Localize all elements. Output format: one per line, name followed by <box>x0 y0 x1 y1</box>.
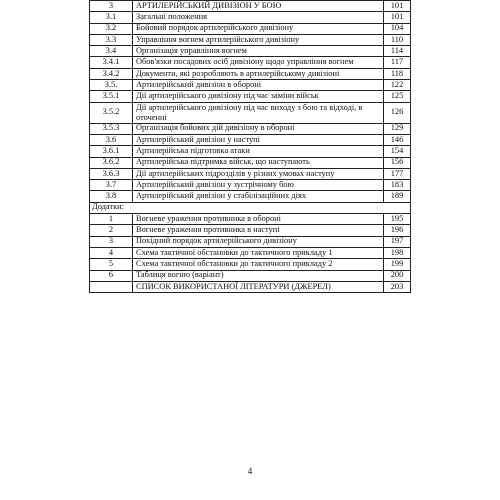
toc-page-number: 199 <box>384 259 411 270</box>
toc-page-number: 126 <box>384 102 411 123</box>
toc-section-title: Документи, які розробляють в артилерійському дивізіоні <box>133 68 384 79</box>
toc-page-number: 110 <box>384 34 411 45</box>
toc-section-title: Загальні положення <box>133 12 384 23</box>
toc-section-number: 1 <box>90 214 133 225</box>
toc-page-number: 122 <box>384 80 411 91</box>
toc-section-number: 3 <box>90 236 133 247</box>
toc-page-number: 195 <box>384 214 411 225</box>
toc-row <box>90 1 411 12</box>
toc-row <box>90 247 411 258</box>
toc-section-title: Артилерійський дивізіон у зустрічному бою <box>133 180 384 191</box>
toc-page-number: 196 <box>384 225 411 236</box>
toc-row <box>90 259 411 270</box>
toc-section-title: АРТИЛЕРІЙСЬКИЙ ДИВІЗІОН У БОЮ <box>133 1 384 12</box>
toc-row <box>90 191 411 202</box>
toc-page-number: 129 <box>384 123 411 134</box>
toc-section-title: Дії артилерійських підрозділів у різних умовах наступу <box>133 168 384 179</box>
toc-row <box>90 214 411 225</box>
toc-section-number: 3.5.2 <box>90 102 133 123</box>
toc-row <box>90 123 411 134</box>
toc-section-title: Схема тактичної обстановки до тактичного прикладу 1 <box>133 247 384 258</box>
toc-row <box>90 225 411 236</box>
appendix-heading-row <box>90 202 411 213</box>
toc-section-title: Похідний порядок артилерійського дивізіону <box>133 236 384 247</box>
toc-page-number: 154 <box>384 146 411 157</box>
toc-row <box>90 134 411 145</box>
toc-page-number: 156 <box>384 157 411 168</box>
toc-page-number: 117 <box>384 57 411 68</box>
toc-page-number: 200 <box>384 270 411 281</box>
toc-row <box>90 80 411 91</box>
toc-row <box>90 91 411 102</box>
toc-section-title: Управління вогнем артилерійського дивізіону <box>133 34 384 45</box>
toc-body <box>90 1 411 293</box>
toc-page-number: 146 <box>384 134 411 145</box>
toc-row <box>90 180 411 191</box>
toc-section-title: Артилерійський дивізіон в обороні <box>133 80 384 91</box>
toc-page-number: 183 <box>384 180 411 191</box>
toc-section-title: СПИСОК ВИКОРИСТАНОЇ ЛІТЕРАТУРИ (ДЖЕРЕЛ) <box>133 281 384 292</box>
toc-page-number: 125 <box>384 91 411 102</box>
toc-section-number: 3.4 <box>90 46 133 57</box>
toc-page-number: 197 <box>384 236 411 247</box>
toc-section-number: 3.5. <box>90 80 133 91</box>
toc-row <box>90 270 411 281</box>
toc-row <box>90 46 411 57</box>
toc-section-number: 3.2 <box>90 23 133 34</box>
toc-page-number: 189 <box>384 191 411 202</box>
toc-section-title: Артилерійський дивізіон у стабілізаційних діях <box>133 191 384 202</box>
toc-row <box>90 34 411 45</box>
toc-section-number: 3.6 <box>90 134 133 145</box>
toc-row <box>90 12 411 23</box>
toc-section-title: Дії артилерійського дивізіону під час заміни військ <box>133 91 384 102</box>
toc-page-number: 198 <box>384 247 411 258</box>
toc-section-title: Артилерійська підготовка атаки <box>133 146 384 157</box>
toc-section-number: 3.3 <box>90 34 133 45</box>
toc-section-title: Обов'язки посадових осіб дивізіону щодо управління вогнем <box>133 57 384 68</box>
toc-page-number: 177 <box>384 168 411 179</box>
toc-section-number: 5 <box>90 259 133 270</box>
toc-section-number: 3.6.3 <box>90 168 133 179</box>
toc-section-title: Бойовий порядок артилерійського дивізіону <box>133 23 384 34</box>
toc-section-title: Вогневе ураження противника в обороні <box>133 214 384 225</box>
toc-row <box>90 102 411 123</box>
toc-section-number: 4 <box>90 247 133 258</box>
toc-page-number: 118 <box>384 68 411 79</box>
toc-section-number: 3.5.3 <box>90 123 133 134</box>
toc-section-number: 3.4.2 <box>90 68 133 79</box>
toc-row <box>90 57 411 68</box>
toc-section-number: 3.4.1 <box>90 57 133 68</box>
page-number: 4 <box>247 466 253 476</box>
toc-row <box>90 23 411 34</box>
toc-row <box>90 157 411 168</box>
toc-page-number: 104 <box>384 23 411 34</box>
toc-row <box>90 68 411 79</box>
toc-section-number: 2 <box>90 225 133 236</box>
toc-section-title: Таблиця вогню (варіант) <box>133 270 384 281</box>
toc-section-number: 3.6.1 <box>90 146 133 157</box>
toc-section-number: 3.6.2 <box>90 157 133 168</box>
table-of-contents <box>89 0 411 293</box>
toc-page-number: 203 <box>384 281 411 292</box>
toc-section-title: Артилерійська підтримка військ, що наступають <box>133 157 384 168</box>
toc-section-number: 3.1 <box>90 12 133 23</box>
toc-page-number: 101 <box>384 12 411 23</box>
toc-section-number: 3.5.1 <box>90 91 133 102</box>
appendix-heading: Додатки: <box>90 202 411 213</box>
toc-section-title: Організація бойових дій дивізіону в обороні <box>133 123 384 134</box>
toc-section-title: Організація управління вогнем <box>133 46 384 57</box>
toc-page-number: 101 <box>384 1 411 12</box>
toc-section-number <box>90 281 133 292</box>
toc-section-number: 6 <box>90 270 133 281</box>
toc-row <box>90 236 411 247</box>
toc-page-number: 114 <box>384 46 411 57</box>
toc-section-number: 3 <box>90 1 133 12</box>
toc-section-number: 3.8 <box>90 191 133 202</box>
toc-section-title: Артилерійський дивізіон у наступі <box>133 134 384 145</box>
toc-section-title: Схема тактичної обстановки до тактичного прикладу 2 <box>133 259 384 270</box>
toc-section-title: Вогневе ураження противника в наступі <box>133 225 384 236</box>
toc-row <box>90 168 411 179</box>
toc-row <box>90 146 411 157</box>
toc-section-title: Дії артилерійського дивізіону під час виходу з бою та відході, в оточенні <box>133 102 384 123</box>
toc-section-number: 3.7 <box>90 180 133 191</box>
toc-row <box>90 281 411 292</box>
